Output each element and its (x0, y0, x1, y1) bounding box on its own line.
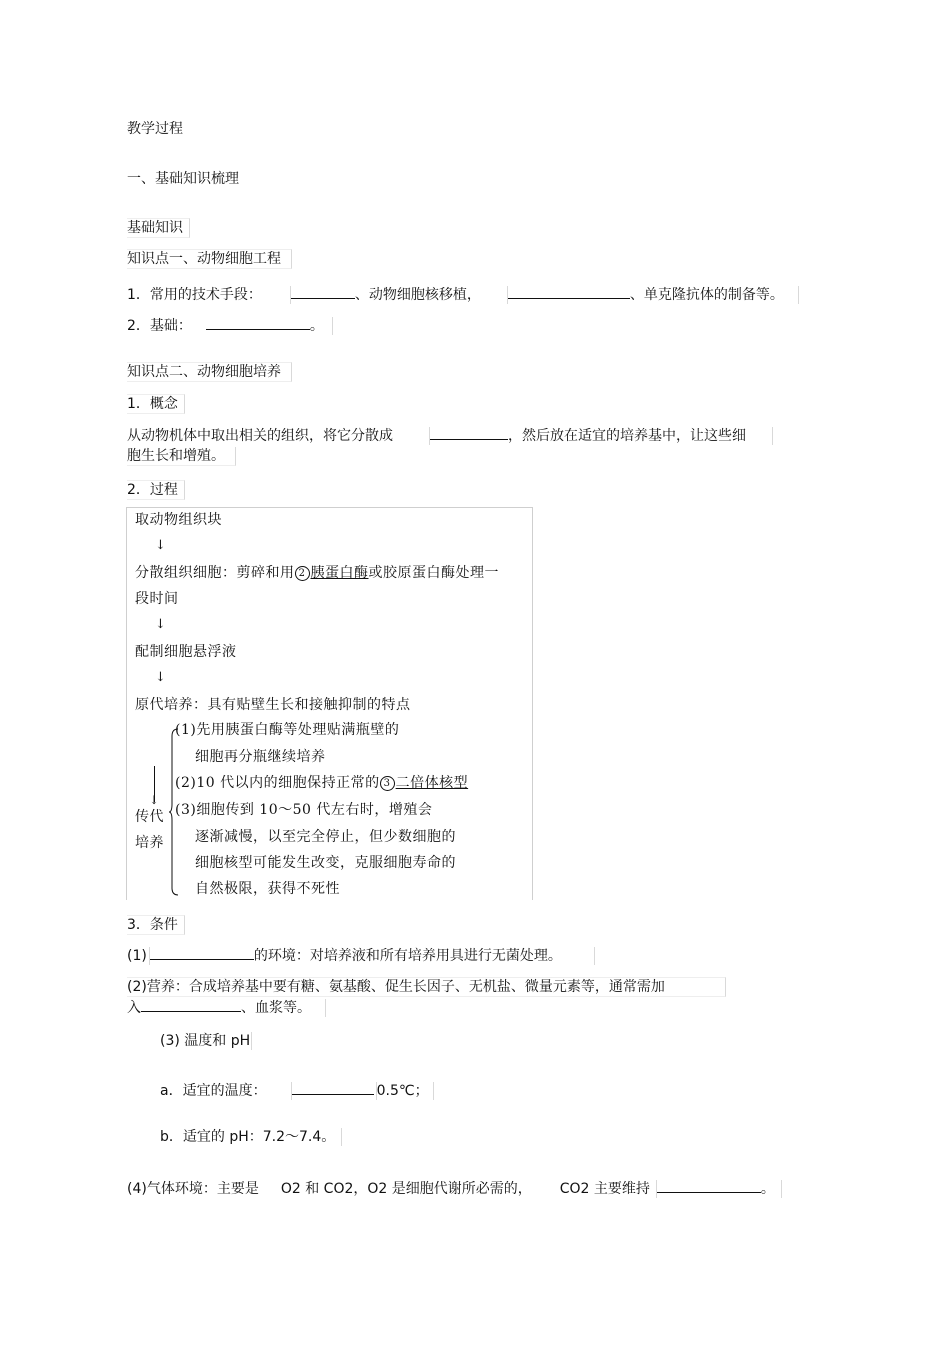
flow-step-2-keyword: 胰蛋白酶 (310, 565, 369, 581)
condition-3a-suffix: 0.5℃； (376, 1083, 429, 1099)
kp2-process-title: 2．过程 (127, 480, 185, 500)
flow-sub-3c: 细胞核型可能发生改变，克服细胞寿命的 (195, 855, 456, 871)
flow-step-2 (135, 564, 499, 582)
subsection-heading: 基础知识 (127, 218, 190, 238)
conditions-title: 3．条件 (127, 915, 185, 935)
kp1-item1-prefix: 1．常用的技术手段： (127, 287, 262, 303)
circled-number: 3 (380, 776, 395, 791)
flow-step-4: 原代培养：具有贴壁生长和接触抑制的特点 (135, 697, 411, 713)
fill-blank (430, 425, 508, 440)
condition-1 (127, 945, 595, 965)
down-arrow-icon: ↓ (155, 617, 166, 632)
condition-4 (127, 1178, 782, 1198)
condition-2-prefix: 入 (127, 1000, 141, 1016)
kp2-title: 知识点二、动物细胞培养 (127, 362, 292, 382)
side-label-1: 传代 (135, 809, 164, 825)
condition-3b (160, 1128, 342, 1146)
flow-sub-2-keyword: 二倍体核型 (395, 775, 469, 791)
flow-sub-1b: 细胞再分瓶继续培养 (195, 749, 326, 765)
kp1-title: 知识点一、动物细胞工程 (127, 249, 292, 269)
flow-step-2-text-a: 分散组织细胞：剪碎和用 (135, 565, 295, 581)
fill-blank (291, 284, 355, 299)
fill-blank (292, 1080, 374, 1095)
kp1-item2-suffix: 。 (309, 318, 324, 334)
down-arrow-icon: ↓ (155, 538, 166, 553)
fill-blank (657, 1178, 761, 1193)
fill-blank (206, 315, 310, 330)
kp2-concept-line1 (127, 425, 773, 445)
condition-4-text-a: (4)气体环境：主要是 (127, 1181, 259, 1197)
condition-3-text: (3) 温度和 pH (160, 1033, 251, 1049)
section-heading: 一、基础知识梳理 (127, 171, 239, 187)
page-title: 教学过程 (127, 121, 183, 137)
condition-1-prefix: (1) (127, 948, 147, 964)
kp1-item1-mid2: 、单克隆抗体的制备等。 (629, 287, 784, 303)
flow-step-1: 取动物组织块 (135, 512, 222, 528)
condition-3b-text: b．适宜的 pH：7.2～7.4。 (160, 1129, 336, 1145)
condition-4-text-b: O2 和 CO2，O2 是细胞代谢所必需的， (280, 1181, 532, 1197)
condition-2-line1: (2)营养：合成培养基中要有糖、氨基酸、促生长因子、无机盐、微量元素等，通常需加 (127, 977, 726, 997)
flow-sub-3d: 自然极限，获得不死性 (195, 881, 340, 897)
condition-2-line2 (127, 997, 326, 1017)
flow-sub-2 (175, 774, 468, 792)
side-label-2: 培养 (135, 835, 164, 851)
kp1-item1 (127, 284, 799, 304)
process-flowchart (126, 507, 533, 900)
kp1-item2-prefix: 2．基础： (127, 318, 192, 334)
fill-blank (141, 997, 241, 1012)
down-arrow-icon: ↓ (155, 670, 166, 685)
condition-3a-prefix: a．适宜的温度： (160, 1083, 267, 1099)
condition-3-title (160, 1032, 252, 1050)
condition-4-text-c: CO2 主要维持 (559, 1181, 650, 1197)
condition-2-suffix: 、血浆等。 (241, 1000, 311, 1016)
fill-blank (150, 945, 254, 960)
circled-number: 2 (295, 566, 310, 581)
flow-sub-3b: 逐渐减慢，以至完全停止，但少数细胞的 (195, 829, 456, 845)
flow-step-2-text-b: 或胶原蛋白酶处理一 (368, 565, 499, 581)
kp2-concept-title: 1．概念 (127, 394, 185, 414)
flow-sub-1a: (1)先用胰蛋白酶等处理贴满瓶壁的 (175, 722, 400, 738)
concept-text-b: ，然后放在适宜的培养基中，让这些细 (508, 428, 746, 444)
flow-sub-3a: (3)细胞传到 10～50 代左右时，增殖会 (175, 802, 433, 818)
down-arrow-icon: ↓ (149, 793, 160, 807)
kp1-item1-mid1: 、动物细胞核移植， (354, 287, 481, 303)
flow-step-2-line2: 段时间 (135, 591, 179, 607)
fill-blank (508, 284, 630, 299)
flow-step-3: 配制细胞悬浮液 (135, 644, 237, 660)
condition-4-suffix: 。 (760, 1181, 775, 1197)
kp1-item2 (127, 315, 333, 335)
condition-3a (160, 1080, 434, 1100)
concept-text-a: 从动物机体中取出相关的组织，将它分散成 (127, 428, 393, 444)
condition-1-text: 的环境：对培养液和所有培养用具进行无菌处理。 (253, 948, 562, 964)
kp2-concept-line2: 胞生长和增殖。 (127, 447, 236, 466)
flow-sub-2-text: (2)10 代以内的细胞保持正常的 (175, 775, 380, 791)
